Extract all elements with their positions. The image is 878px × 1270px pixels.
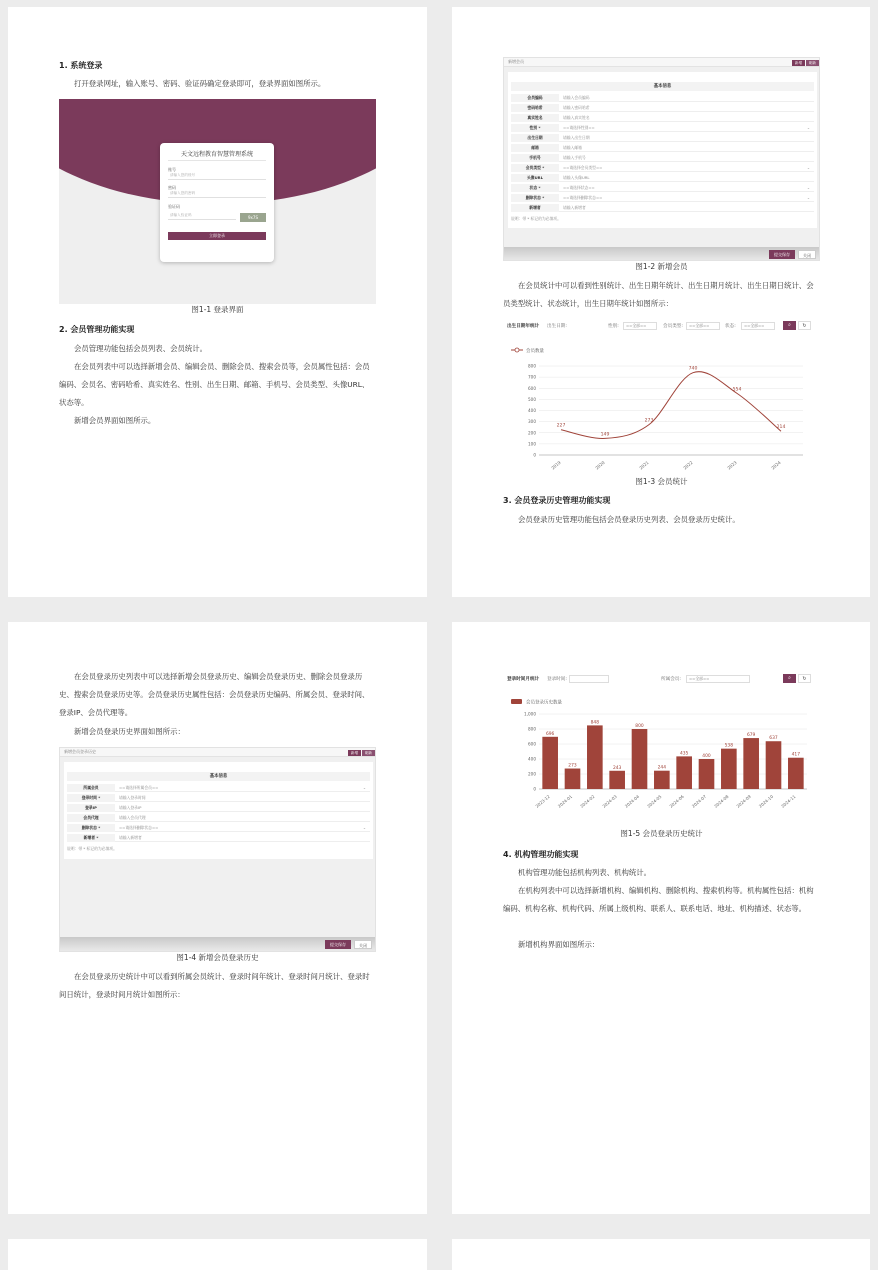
paragraph: 新增会员登录历史界面如图所示： bbox=[74, 727, 185, 736]
x-tick-label: 2024-06 bbox=[668, 793, 685, 809]
legend-label: 会员登录历史数量 bbox=[526, 700, 562, 706]
data-label: 800 bbox=[635, 724, 644, 729]
form-row bbox=[511, 204, 814, 212]
document-page-1 bbox=[8, 7, 427, 597]
date-filter-label: 出生日期: bbox=[547, 324, 567, 329]
member-select[interactable]: ==全部== bbox=[686, 675, 750, 683]
field-input[interactable]: ==请选择所属会员== bbox=[119, 785, 159, 790]
field-label: 登录IP bbox=[67, 804, 115, 812]
document-page-6 bbox=[452, 1239, 870, 1270]
figure-caption: 图1-4 新增会员登录历史 bbox=[176, 953, 259, 962]
field-label: 会员代理 bbox=[67, 814, 115, 822]
data-label: 214 bbox=[776, 425, 786, 431]
x-tick-label: 2024-03 bbox=[601, 793, 618, 809]
x-tick-label: 2022 bbox=[682, 459, 694, 471]
field-label: 邮箱 bbox=[511, 144, 559, 152]
breadcrumb: 新增会员 bbox=[508, 59, 524, 64]
captcha-image[interactable]: 9x7S bbox=[240, 213, 266, 222]
bar bbox=[609, 771, 625, 789]
paragraph: 新增会员界面如图所示。 bbox=[74, 416, 156, 425]
x-tick-label: 2023 bbox=[726, 459, 738, 471]
form-row bbox=[511, 184, 814, 192]
add-member-screenshot bbox=[503, 57, 820, 261]
login-history-bar-chart bbox=[503, 687, 820, 822]
username-input[interactable]: 请输入您的账号 bbox=[168, 173, 266, 180]
data-label: 848 bbox=[590, 720, 600, 726]
form-row bbox=[67, 804, 370, 812]
add-tab-button[interactable]: 新增 bbox=[348, 750, 361, 756]
field-label: 删除状态 * bbox=[511, 194, 559, 202]
form-row bbox=[511, 104, 814, 112]
x-tick-label: 2020 bbox=[594, 459, 606, 471]
form-row bbox=[67, 784, 370, 792]
status-filter-label: 状态: bbox=[725, 324, 736, 329]
y-tick-label: 1,000 bbox=[524, 711, 536, 717]
data-label: 696 bbox=[545, 731, 555, 737]
search-icon[interactable]: ⌕ bbox=[783, 674, 796, 683]
form-row bbox=[511, 124, 814, 132]
x-tick-label: 2021 bbox=[638, 459, 650, 471]
search-icon[interactable]: ⌕ bbox=[783, 321, 796, 330]
data-label: 538 bbox=[724, 743, 734, 749]
heading-login-history: 3. 会员登录历史管理功能实现 bbox=[503, 496, 611, 505]
bar bbox=[766, 741, 782, 789]
field-input[interactable]: 请输入登录IP bbox=[119, 805, 142, 810]
document-page-3 bbox=[8, 622, 427, 1214]
x-tick-label: 2024-07 bbox=[690, 793, 708, 809]
type-filter-label: 会员类型: bbox=[663, 324, 683, 329]
form-row bbox=[67, 814, 370, 822]
bar bbox=[654, 771, 670, 789]
login-card bbox=[160, 143, 274, 262]
form-row bbox=[511, 194, 814, 202]
type-select[interactable]: ==全部== bbox=[686, 322, 720, 330]
document-page-2 bbox=[452, 7, 870, 597]
form-row bbox=[511, 114, 814, 122]
data-label: 273 bbox=[568, 763, 577, 769]
field-input[interactable]: 请输入真实姓名 bbox=[563, 115, 590, 120]
tab-bar bbox=[504, 58, 819, 67]
form-row bbox=[67, 794, 370, 802]
field-label: 真实姓名 bbox=[511, 114, 559, 122]
date-input[interactable] bbox=[569, 675, 609, 683]
captcha-input[interactable]: 请输入验证码 bbox=[168, 213, 236, 220]
x-tick-label: 2024-11 bbox=[780, 793, 797, 809]
username-label: 账号 bbox=[168, 167, 176, 172]
date-filter-label: 登录时间: bbox=[547, 677, 567, 682]
data-label: 227 bbox=[556, 423, 566, 429]
paragraph: 在会员登录历史统计中可以看到所属会员统计、登录时间年统计、登录时间月统计、登录时间日统计，登录时间月统计如图所示： bbox=[59, 972, 370, 999]
login-history-stats-screenshot bbox=[503, 672, 820, 822]
stats-title: 出生日期年统计 bbox=[507, 324, 540, 329]
add-tab-button[interactable]: 新增 bbox=[792, 60, 805, 66]
paragraph: 在会员登录历史列表中可以选择新增会员登录历史、编辑会员登录历史、删除会员登录历史、搜索会员登录历史等。会员登录历史属性包括：会员登录历史编码、所属会员、登录时间、登录IP、会员代理等。 bbox=[59, 672, 370, 717]
heading-org-management: 4. 机构管理功能实现 bbox=[503, 850, 579, 859]
data-label: 243 bbox=[612, 765, 622, 771]
bar bbox=[788, 758, 804, 789]
data-label: 149 bbox=[600, 432, 610, 438]
paragraph: 会员管理功能包括会员列表、会员统计。 bbox=[74, 344, 208, 353]
chevron-down-icon[interactable]: ⌄ bbox=[362, 825, 366, 830]
bar bbox=[542, 737, 558, 789]
chevron-down-icon[interactable]: ⌄ bbox=[806, 195, 810, 200]
form-section-title: 基本信息 bbox=[511, 82, 814, 91]
y-tick-label: 800 bbox=[528, 726, 536, 732]
x-tick-label: 2024-08 bbox=[713, 793, 730, 809]
y-tick-label: 500 bbox=[528, 396, 536, 402]
legend-label: 会员数量 bbox=[526, 349, 544, 354]
x-tick-label: 2024 bbox=[770, 459, 782, 471]
password-input[interactable]: 请输入您的密码 bbox=[168, 191, 266, 198]
form-section-title: 基本信息 bbox=[67, 772, 370, 781]
refresh-tab-button[interactable]: 刷新 bbox=[362, 750, 375, 756]
field-label: 密码哈希 bbox=[511, 104, 559, 112]
x-tick-label: 2024-01 bbox=[556, 793, 574, 809]
member-filter-label: 所属会员: bbox=[661, 677, 681, 682]
form-panel bbox=[64, 762, 373, 859]
gender-select[interactable]: ==全部== bbox=[623, 322, 657, 330]
password-label: 密码 bbox=[168, 185, 176, 190]
form-panel bbox=[508, 72, 817, 228]
y-tick-label: 0 bbox=[533, 452, 536, 458]
figure-caption: 图1-5 会员登录历史统计 bbox=[620, 829, 703, 838]
member-stats-screenshot bbox=[503, 319, 820, 479]
field-label: 会员类型 * bbox=[511, 164, 559, 172]
form-row bbox=[511, 154, 814, 162]
field-label: 新增者 * bbox=[67, 834, 115, 842]
chevron-down-icon[interactable]: ⌄ bbox=[362, 785, 366, 790]
field-input[interactable]: 请输入手机号 bbox=[563, 155, 586, 160]
data-label: 637 bbox=[769, 736, 778, 742]
field-label: 手机号 bbox=[511, 154, 559, 162]
paragraph: 在会员列表中可以选择新增会员、编辑会员、删除会员、搜索会员等，会员属性包括：会员编码、会员名、密码哈希、真实姓名、性别、出生日期、邮箱、手机号、会员类型、头像URL、状态等。 bbox=[59, 362, 370, 407]
y-tick-label: 100 bbox=[528, 441, 536, 447]
field-label: 所属会员 bbox=[67, 784, 115, 792]
field-label: 新增者 bbox=[511, 204, 559, 212]
close-button[interactable]: 关闭 bbox=[798, 250, 816, 259]
save-button[interactable]: 提交保存 bbox=[769, 250, 795, 259]
figure-caption: 图1-2 新增会员 bbox=[635, 262, 688, 271]
bar bbox=[721, 749, 737, 789]
field-input[interactable]: ==请选择删除状态== bbox=[119, 825, 159, 830]
x-tick-label: 2024-10 bbox=[757, 793, 775, 809]
form-note: 说明：带 * 标记的为必填项。 bbox=[511, 216, 561, 221]
data-label: 435 bbox=[679, 751, 689, 757]
chevron-down-icon[interactable]: ⌄ bbox=[806, 125, 810, 130]
field-label: 会员编码 bbox=[511, 94, 559, 102]
heading-system-login: 1. 系统登录 bbox=[59, 61, 103, 70]
x-tick-label: 2024-09 bbox=[735, 793, 752, 809]
bar bbox=[743, 738, 759, 789]
y-tick-label: 400 bbox=[528, 756, 536, 762]
form-row bbox=[511, 144, 814, 152]
captcha-label: 验证码 bbox=[168, 204, 180, 209]
bar bbox=[587, 725, 603, 789]
field-input[interactable]: 请输入登录时间 bbox=[119, 795, 146, 800]
series-line bbox=[561, 372, 781, 439]
form-row bbox=[511, 174, 814, 182]
paragraph: 在会员统计中可以看到性别统计、出生日期年统计、出生日期月统计、出生日期日统计、会员类型统计、状态统计，出生日期年统计如图所示： bbox=[503, 281, 814, 308]
member-line-chart bbox=[503, 334, 820, 479]
paragraph: 机构管理功能包括机构列表、机构统计。 bbox=[518, 868, 652, 877]
data-label: 417 bbox=[791, 752, 801, 758]
field-input[interactable]: ==请选择性别== bbox=[563, 125, 595, 130]
paragraph: 新增机构界面如图所示： bbox=[518, 940, 600, 949]
data-label: 740 bbox=[688, 366, 698, 372]
field-label: 删除状态 * bbox=[67, 824, 115, 832]
form-row bbox=[511, 94, 814, 102]
refresh-icon[interactable]: ↻ bbox=[798, 674, 811, 683]
paragraph: 在机构列表中可以选择新增机构、编辑机构、删除机构、搜索机构等。机构属性包括：机构编码、机构名称、机构代码、所属上级机构、联系人、联系电话、地址、机构描述、状态等。 bbox=[503, 886, 814, 913]
field-input[interactable]: ==请选择会员类型== bbox=[563, 165, 603, 170]
bar bbox=[565, 769, 581, 789]
form-row bbox=[67, 834, 370, 842]
refresh-icon[interactable]: ↻ bbox=[798, 321, 811, 330]
field-input[interactable]: ==请选择状态== bbox=[563, 185, 595, 190]
bar bbox=[632, 729, 648, 789]
y-tick-label: 600 bbox=[528, 741, 536, 747]
field-label: 状态 * bbox=[511, 184, 559, 192]
close-button[interactable]: 关闭 bbox=[354, 940, 372, 949]
add-login-history-screenshot bbox=[59, 747, 376, 952]
form-row bbox=[67, 824, 370, 832]
y-tick-label: 700 bbox=[528, 374, 536, 380]
field-input[interactable]: 请输入会员代理 bbox=[119, 815, 146, 820]
chevron-down-icon[interactable]: ⌄ bbox=[806, 165, 810, 170]
field-input[interactable]: 请输入会员编码 bbox=[563, 95, 590, 100]
breadcrumb: 新增会员登录历史 bbox=[64, 749, 96, 754]
data-label: 679 bbox=[746, 733, 756, 739]
field-input[interactable]: 请输入新增者 bbox=[563, 205, 586, 210]
refresh-tab-button[interactable]: 刷新 bbox=[806, 60, 819, 66]
tab-bar bbox=[60, 748, 375, 757]
field-label: 登录时间 * bbox=[67, 794, 115, 802]
bar bbox=[676, 756, 692, 789]
x-tick-label: 2019 bbox=[550, 459, 562, 471]
paragraph: 会员登录历史管理功能包括会员登录历史列表、会员登录历史统计。 bbox=[518, 515, 740, 524]
chevron-down-icon[interactable]: ⌄ bbox=[806, 185, 810, 190]
data-label: 554 bbox=[732, 387, 742, 393]
field-input[interactable]: 请输入出生日期 bbox=[563, 135, 590, 140]
x-tick-label: 2024-05 bbox=[646, 793, 663, 809]
y-tick-label: 800 bbox=[528, 363, 536, 369]
login-screenshot bbox=[59, 99, 376, 304]
form-row bbox=[511, 134, 814, 142]
field-label: 头像URL bbox=[511, 174, 559, 182]
document-page-5 bbox=[8, 1239, 427, 1270]
data-label: 400 bbox=[702, 754, 711, 759]
divider bbox=[168, 160, 266, 161]
bar bbox=[699, 759, 715, 789]
y-tick-label: 600 bbox=[528, 385, 536, 391]
field-input[interactable]: 请输入密码哈希 bbox=[563, 105, 590, 110]
document-page-4 bbox=[452, 622, 870, 1214]
gender-filter-label: 性别: bbox=[608, 324, 619, 329]
x-tick-label: 2024-04 bbox=[623, 793, 641, 809]
form-row bbox=[511, 164, 814, 172]
y-tick-label: 200 bbox=[528, 430, 536, 436]
y-tick-label: 0 bbox=[533, 786, 536, 792]
field-input[interactable]: ==请选择删除状态== bbox=[563, 195, 603, 200]
x-tick-label: 2024-02 bbox=[579, 793, 596, 809]
field-label: 性别 * bbox=[511, 124, 559, 132]
status-select[interactable]: ==全部== bbox=[741, 322, 775, 330]
save-button[interactable]: 提交保存 bbox=[325, 940, 351, 949]
y-tick-label: 200 bbox=[528, 771, 536, 777]
heading-member-management: 2. 会员管理功能实现 bbox=[59, 325, 135, 334]
field-input[interactable]: 请输入新增者 bbox=[119, 835, 142, 840]
login-title: 天文远程教育智慧管理系统 bbox=[180, 151, 253, 158]
y-tick-label: 300 bbox=[528, 419, 536, 425]
figure-caption: 图1-1 登录界面 bbox=[191, 305, 244, 314]
legend-marker bbox=[515, 348, 519, 352]
x-tick-label: 2023-12 bbox=[534, 793, 551, 809]
field-label: 出生日期 bbox=[511, 134, 559, 142]
paragraph: 打开登录网址，输入账号、密码、验证码确定登录即可，登录界面如图所示。 bbox=[74, 79, 326, 88]
field-input[interactable]: 请输入邮箱 bbox=[563, 145, 582, 150]
legend-swatch bbox=[511, 699, 522, 704]
form-note: 说明：带 * 标记的为必填项。 bbox=[67, 846, 117, 851]
data-label: 273 bbox=[644, 418, 654, 424]
figure-caption: 图1-3 会员统计 bbox=[635, 477, 688, 486]
stats-title: 登录时间月统计 bbox=[507, 677, 540, 682]
field-input[interactable]: 请输入头像URL bbox=[563, 175, 590, 180]
y-tick-label: 400 bbox=[528, 408, 536, 413]
login-button[interactable]: 立即登录 bbox=[168, 232, 266, 240]
data-label: 244 bbox=[657, 765, 667, 771]
